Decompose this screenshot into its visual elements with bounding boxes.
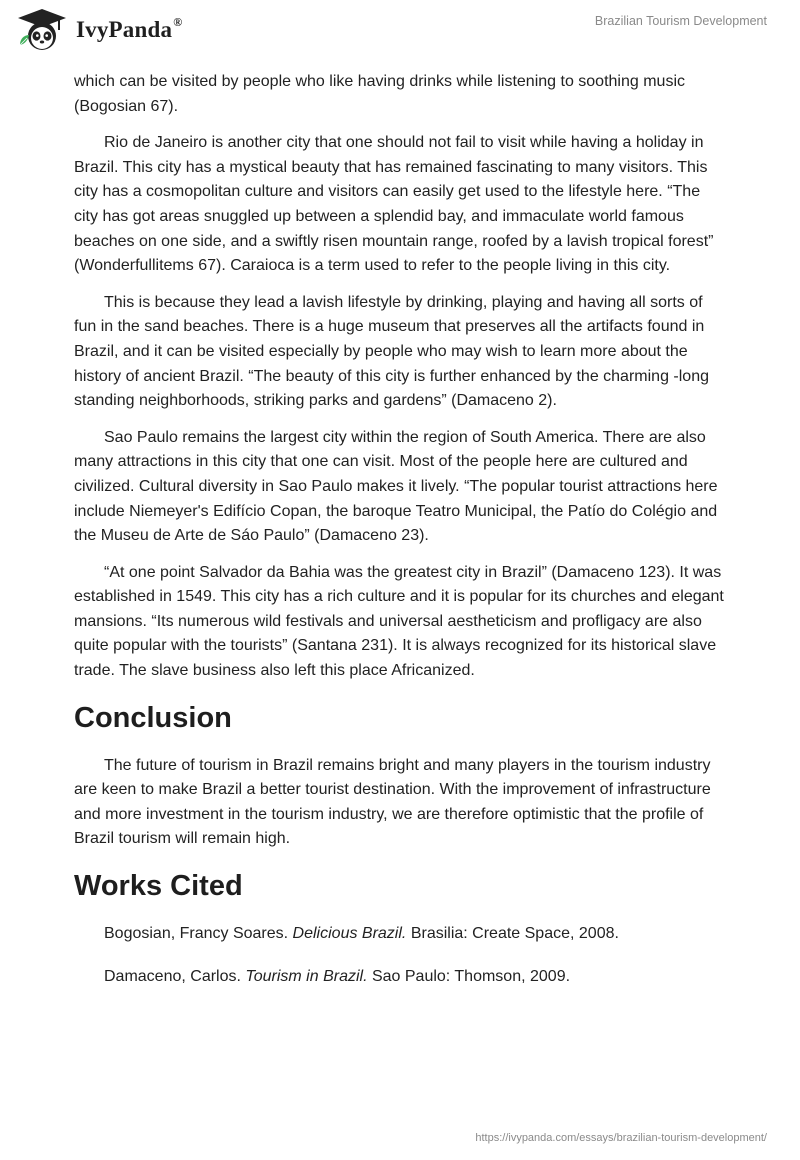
panda-graduate-icon	[14, 7, 70, 51]
citation-publication: Brasilia: Create Space, 2008.	[410, 925, 619, 943]
document-title: Brazilian Tourism Development	[594, 14, 767, 28]
citation-entry	[74, 922, 726, 946]
citation-publication: Sao Paulo: Thomson, 2009.	[371, 968, 571, 986]
citation-title: Tourism in Brazil.	[245, 968, 368, 986]
registered-mark: ®	[173, 15, 183, 29]
paragraph: Rio de Janeiro is another city that one should not fail to visit while having a holiday in Brazil. This city has a mystical beauty that has remained fascinating to many visitors. This city has a cosmopolitan culture and visitors can easily get used to the lifestyle here. “The city has got areas snuggled up between a splendid bay, and immaculate world famous beaches on one side, and a swiftly risen mountain range, roofed by a lavish tropical forest” (Wonderfullitems 67). Caraioca is a term used to refer to the people living in this city.	[74, 134, 714, 275]
works-cited-heading: Works Cited	[74, 870, 243, 903]
conclusion-heading: Conclusion	[74, 701, 232, 734]
citation-title: Delicious Brazil.	[292, 925, 407, 943]
paragraph: This is because they lead a lavish lifestyle by drinking, playing and having all sorts of fun in the sand beaches. There is a huge museum that preserves all the artifacts found in Brazil, and it can be visited especially by people who may wish to learn more about the history of ancient Brazil. “The beauty of this city is further enhanced by the charming -long standing neighborhoods, striking parks and gardens” (Damaceno 2).	[74, 293, 709, 410]
citation-author: Bogosian, Francy Soares.	[104, 925, 289, 943]
source-url-link[interactable]: https://ivypanda.com/essays/brazilian-tourism-development/	[475, 1132, 767, 1144]
brand-name: IvyPanda®	[76, 15, 183, 42]
conclusion-paragraph: The future of tourism in Brazil remains bright and many players in the tourism industry are keen to make Brazil a better tourist destination. With the improvement of infrastructure and more investment in the tourism industry, we are therefore optimistic that the profile of Brazil tourism will remain high.	[74, 756, 711, 848]
ivypanda-logo[interactable]	[14, 7, 182, 51]
paragraph: “At one point Salvador da Bahia was the greatest city in Brazil” (Damaceno 123). It was established in 1549. This city has a rich culture and it is popular for its churches and elegant mansions. “Its numerous wild festivals and universal aestheticism and profligacy are also quite popular with the tourists” (Santana 231). It is always recognized for its historical slave trade. The slave business also left this place Africanized.	[74, 563, 724, 680]
page-header	[0, 0, 800, 64]
paragraph: Sao Paulo remains the largest city within the region of South America. There are also many attractions in this city that one can visit. Most of the people here are cultured and civilized. Cultural diversity in Sao Paulo makes it lively. “The popular tourist attractions here include Niemeyer's Edifício Copan, the baroque Teatro Municipal, the Patío do Colégio and the Museu de Arte de Sáo Paulo” (Damaceno 23).	[74, 428, 718, 545]
essay-content	[74, 70, 726, 1008]
citation-author: Damaceno, Carlos.	[104, 968, 241, 986]
citation-entry	[74, 965, 726, 989]
paragraph: which can be visited by people who like having drinks while listening to soothing music (Bogosian 67).	[74, 73, 685, 115]
